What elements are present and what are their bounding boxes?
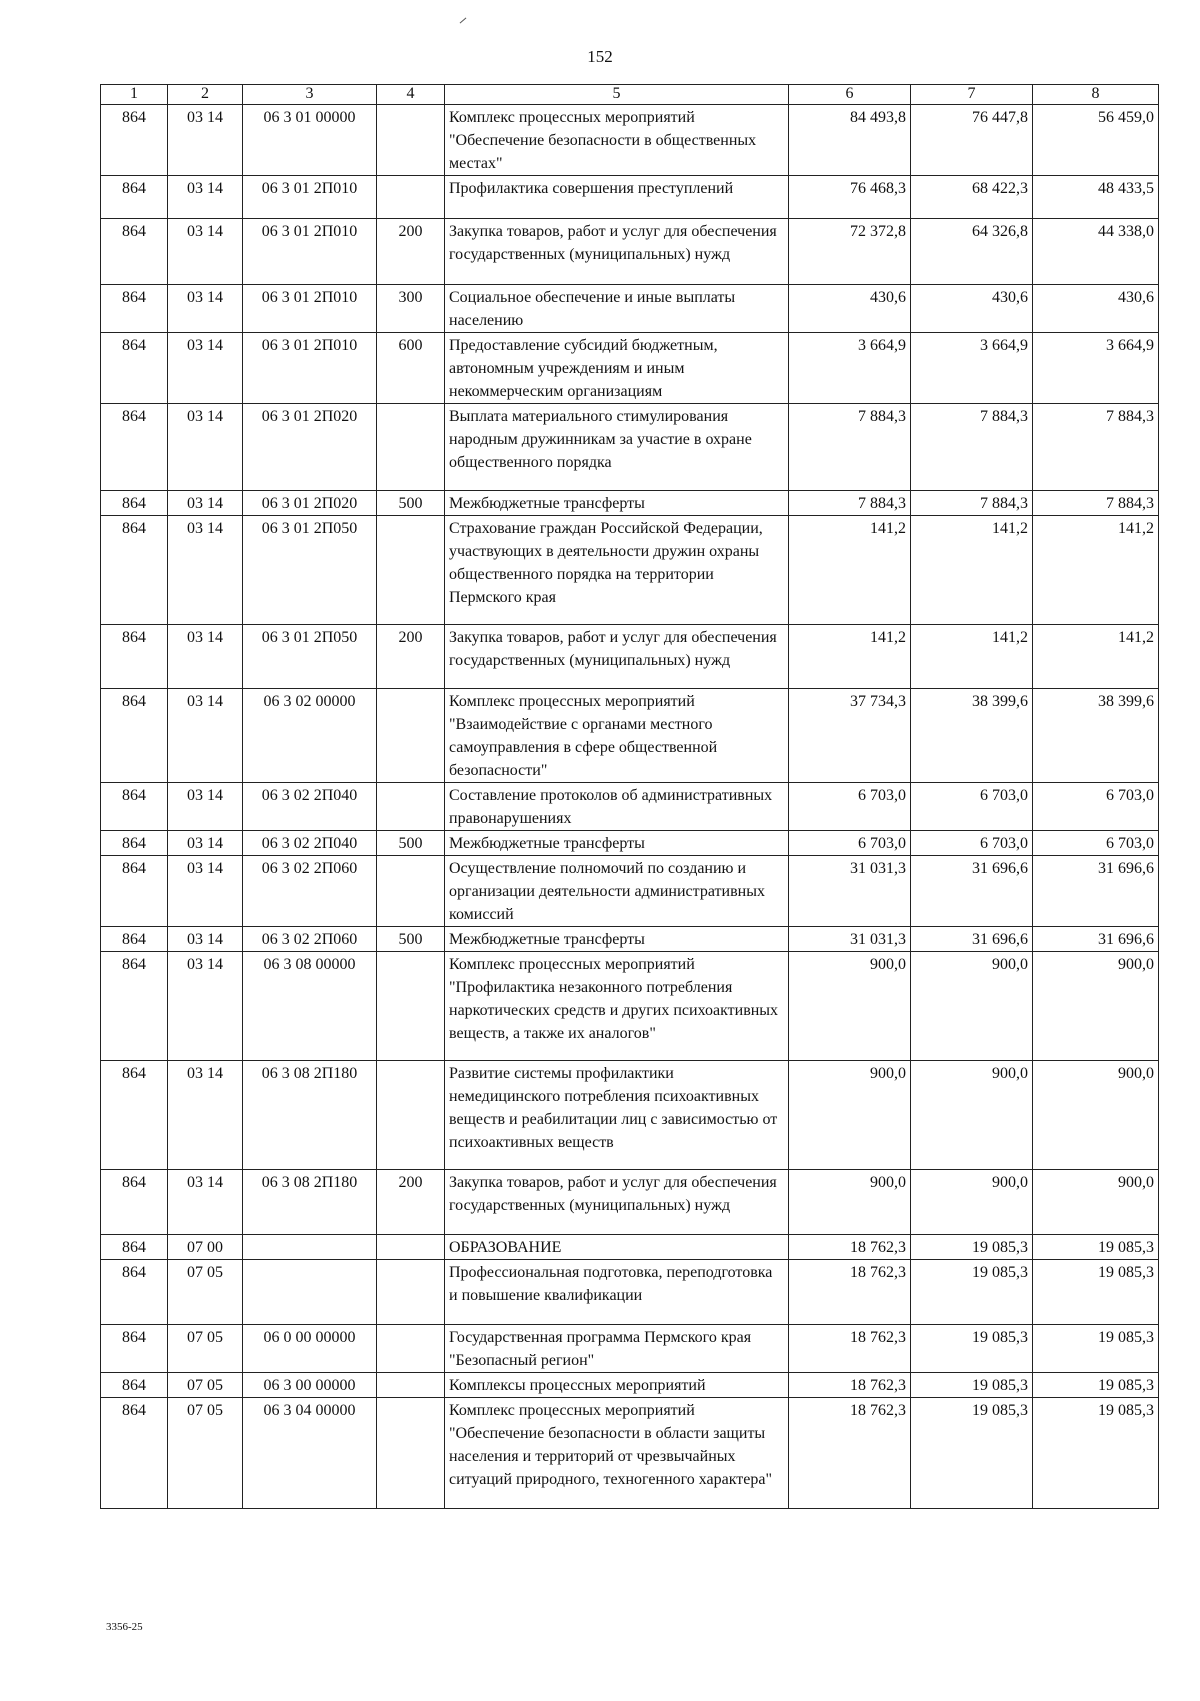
cell-amount-year2: 19 085,3 xyxy=(911,1260,1033,1325)
cell-target-article: 06 3 01 2П010 xyxy=(243,285,377,333)
cell-admin-code: 864 xyxy=(101,1061,168,1170)
cell-expense-type xyxy=(377,856,445,927)
cell-amount-year3: 19 085,3 xyxy=(1033,1235,1159,1260)
cell-amount-year1: 141,2 xyxy=(789,625,911,689)
cell-target-article: 06 3 01 2П010 xyxy=(243,333,377,404)
table-row xyxy=(101,105,1159,176)
cell-name: Закупка товаров, работ и услуг для обеспечения государственных (муниципальных) нужд xyxy=(445,1170,789,1235)
cell-section: 03 14 xyxy=(168,404,243,491)
cell-amount-year2: 64 326,8 xyxy=(911,219,1033,285)
cell-expense-type xyxy=(377,516,445,625)
cell-amount-year1: 900,0 xyxy=(789,952,911,1061)
cell-section: 03 14 xyxy=(168,952,243,1061)
page-number: 152 xyxy=(587,47,613,66)
cell-name: Комплексы процессных мероприятий xyxy=(445,1373,789,1398)
cell-expense-type: 200 xyxy=(377,625,445,689)
cell-amount-year3: 19 085,3 xyxy=(1033,1260,1159,1325)
cell-amount-year1: 7 884,3 xyxy=(789,491,911,516)
cell-admin-code: 864 xyxy=(101,1325,168,1373)
cell-section: 03 14 xyxy=(168,1061,243,1170)
cell-target-article: 06 3 02 2П060 xyxy=(243,927,377,952)
cell-expense-type xyxy=(377,1061,445,1170)
cell-admin-code: 864 xyxy=(101,831,168,856)
cell-amount-year1: 900,0 xyxy=(789,1170,911,1235)
cell-admin-code: 864 xyxy=(101,625,168,689)
cell-expense-type xyxy=(377,1325,445,1373)
cell-amount-year3: 900,0 xyxy=(1033,1170,1159,1235)
cell-name: Закупка товаров, работ и услуг для обеспечения государственных (муниципальных) нужд xyxy=(445,219,789,285)
table-row xyxy=(101,927,1159,952)
table-body xyxy=(101,105,1159,1509)
cell-name: Комплекс процессных мероприятий "Взаимодействие с органами местного самоуправления в сфере общественной безопасности" xyxy=(445,689,789,783)
cell-amount-year2: 7 884,3 xyxy=(911,404,1033,491)
cell-amount-year1: 18 762,3 xyxy=(789,1398,911,1509)
cell-name: Социальное обеспечение и иные выплаты населению xyxy=(445,285,789,333)
cell-amount-year1: 141,2 xyxy=(789,516,911,625)
cell-expense-type xyxy=(377,1398,445,1509)
cell-amount-year1: 18 762,3 xyxy=(789,1235,911,1260)
cell-amount-year3: 19 085,3 xyxy=(1033,1325,1159,1373)
cell-amount-year3: 56 459,0 xyxy=(1033,105,1159,176)
col-header-4: 4 xyxy=(377,85,445,105)
cell-target-article xyxy=(243,1260,377,1325)
cell-amount-year1: 900,0 xyxy=(789,1061,911,1170)
cell-amount-year1: 18 762,3 xyxy=(789,1373,911,1398)
cell-section: 03 14 xyxy=(168,491,243,516)
cell-amount-year1: 7 884,3 xyxy=(789,404,911,491)
cell-amount-year1: 3 664,9 xyxy=(789,333,911,404)
cell-amount-year2: 31 696,6 xyxy=(911,927,1033,952)
cell-amount-year2: 6 703,0 xyxy=(911,783,1033,831)
cell-name: Межбюджетные трансферты xyxy=(445,831,789,856)
cell-amount-year2: 68 422,3 xyxy=(911,176,1033,219)
cell-amount-year1: 31 031,3 xyxy=(789,856,911,927)
cell-target-article: 06 3 02 2П060 xyxy=(243,856,377,927)
cell-name: Межбюджетные трансферты xyxy=(445,491,789,516)
table-row xyxy=(101,1398,1159,1509)
cell-name: Закупка товаров, работ и услуг для обеспечения государственных (муниципальных) нужд xyxy=(445,625,789,689)
cell-admin-code: 864 xyxy=(101,219,168,285)
cell-admin-code: 864 xyxy=(101,1373,168,1398)
cell-expense-type xyxy=(377,404,445,491)
cell-section: 03 14 xyxy=(168,625,243,689)
cell-name: ОБРАЗОВАНИЕ xyxy=(445,1235,789,1260)
cell-target-article: 06 3 01 2П020 xyxy=(243,491,377,516)
cell-expense-type: 200 xyxy=(377,219,445,285)
cell-name: Межбюджетные трансферты xyxy=(445,927,789,952)
cell-amount-year3: 19 085,3 xyxy=(1033,1398,1159,1509)
cell-admin-code: 864 xyxy=(101,1398,168,1509)
cell-expense-type xyxy=(377,105,445,176)
cell-amount-year2: 19 085,3 xyxy=(911,1235,1033,1260)
cell-target-article: 06 3 01 2П010 xyxy=(243,219,377,285)
table-row xyxy=(101,856,1159,927)
col-header-5: 5 xyxy=(445,85,789,105)
cell-admin-code: 864 xyxy=(101,105,168,176)
table-row xyxy=(101,1061,1159,1170)
cell-amount-year1: 84 493,8 xyxy=(789,105,911,176)
cell-section: 07 00 xyxy=(168,1235,243,1260)
cell-expense-type xyxy=(377,1373,445,1398)
cell-expense-type xyxy=(377,689,445,783)
col-header-6: 6 xyxy=(789,85,911,105)
cell-target-article: 06 3 08 2П180 xyxy=(243,1170,377,1235)
cell-expense-type: 500 xyxy=(377,491,445,516)
cell-target-article: 06 3 00 00000 xyxy=(243,1373,377,1398)
cell-section: 07 05 xyxy=(168,1398,243,1509)
cell-admin-code: 864 xyxy=(101,491,168,516)
cell-section: 03 14 xyxy=(168,285,243,333)
cell-target-article: 06 3 08 2П180 xyxy=(243,1061,377,1170)
cell-amount-year2: 19 085,3 xyxy=(911,1398,1033,1509)
cell-expense-type xyxy=(377,176,445,219)
cell-amount-year1: 430,6 xyxy=(789,285,911,333)
cell-name: Осуществление полномочий по созданию и организации деятельности административных комиссий xyxy=(445,856,789,927)
cell-admin-code: 864 xyxy=(101,1170,168,1235)
cell-target-article: 06 3 01 2П020 xyxy=(243,404,377,491)
cell-name: Комплекс процессных мероприятий "Обеспечение безопасности в общественных местах" xyxy=(445,105,789,176)
cell-admin-code: 864 xyxy=(101,856,168,927)
cell-amount-year2: 900,0 xyxy=(911,952,1033,1061)
col-header-7: 7 xyxy=(911,85,1033,105)
cell-target-article: 06 3 02 00000 xyxy=(243,689,377,783)
cell-amount-year2: 430,6 xyxy=(911,285,1033,333)
cell-amount-year1: 72 372,8 xyxy=(789,219,911,285)
cell-name: Страхование граждан Российской Федерации, участвующих в деятельности дружин охраны общественного порядка на территории Пермского края xyxy=(445,516,789,625)
cell-target-article xyxy=(243,1235,377,1260)
table-row xyxy=(101,176,1159,219)
cell-amount-year3: 38 399,6 xyxy=(1033,689,1159,783)
cell-amount-year1: 18 762,3 xyxy=(789,1260,911,1325)
cell-section: 03 14 xyxy=(168,1170,243,1235)
cell-admin-code: 864 xyxy=(101,689,168,783)
cell-name: Профилактика совершения преступлений xyxy=(445,176,789,219)
cell-expense-type: 200 xyxy=(377,1170,445,1235)
cell-amount-year3: 900,0 xyxy=(1033,1061,1159,1170)
cell-section: 07 05 xyxy=(168,1260,243,1325)
cell-target-article: 06 3 08 00000 xyxy=(243,952,377,1061)
cell-target-article: 06 3 01 2П010 xyxy=(243,176,377,219)
cell-amount-year3: 31 696,6 xyxy=(1033,927,1159,952)
cell-amount-year3: 31 696,6 xyxy=(1033,856,1159,927)
cell-target-article: 06 3 01 00000 xyxy=(243,105,377,176)
cell-amount-year3: 19 085,3 xyxy=(1033,1373,1159,1398)
cell-target-article: 06 3 02 2П040 xyxy=(243,783,377,831)
cell-target-article: 06 3 01 2П050 xyxy=(243,625,377,689)
table-row xyxy=(101,689,1159,783)
cell-section: 03 14 xyxy=(168,927,243,952)
cell-amount-year2: 141,2 xyxy=(911,516,1033,625)
table-row xyxy=(101,1373,1159,1398)
cell-name: Профессиональная подготовка, переподготовка и повышение квалификации xyxy=(445,1260,789,1325)
cell-amount-year2: 76 447,8 xyxy=(911,105,1033,176)
cell-admin-code: 864 xyxy=(101,404,168,491)
cell-admin-code: 864 xyxy=(101,176,168,219)
cell-admin-code: 864 xyxy=(101,783,168,831)
scan-mark xyxy=(460,18,467,24)
cell-name: Выплата материального стимулирования народным дружинникам за участие в охране общественного порядка xyxy=(445,404,789,491)
cell-expense-type: 500 xyxy=(377,831,445,856)
cell-amount-year2: 141,2 xyxy=(911,625,1033,689)
cell-target-article: 06 0 00 00000 xyxy=(243,1325,377,1373)
table-row xyxy=(101,625,1159,689)
cell-section: 07 05 xyxy=(168,1325,243,1373)
cell-name: Предоставление субсидий бюджетным, автономным учреждениям и иным некоммерческим организациям xyxy=(445,333,789,404)
table-row xyxy=(101,831,1159,856)
cell-amount-year3: 48 433,5 xyxy=(1033,176,1159,219)
table-row xyxy=(101,1260,1159,1325)
table-row xyxy=(101,491,1159,516)
cell-section: 03 14 xyxy=(168,333,243,404)
cell-amount-year3: 7 884,3 xyxy=(1033,404,1159,491)
table-row xyxy=(101,1170,1159,1235)
cell-admin-code: 864 xyxy=(101,516,168,625)
cell-section: 03 14 xyxy=(168,831,243,856)
col-header-8: 8 xyxy=(1033,85,1159,105)
table-row xyxy=(101,333,1159,404)
cell-amount-year2: 6 703,0 xyxy=(911,831,1033,856)
cell-expense-type: 500 xyxy=(377,927,445,952)
cell-amount-year3: 6 703,0 xyxy=(1033,783,1159,831)
cell-section: 03 14 xyxy=(168,856,243,927)
cell-section: 03 14 xyxy=(168,516,243,625)
header-row xyxy=(101,85,1159,105)
cell-name: Государственная программа Пермского края "Безопасный регион" xyxy=(445,1325,789,1373)
table-row xyxy=(101,1235,1159,1260)
cell-target-article: 06 3 01 2П050 xyxy=(243,516,377,625)
cell-expense-type xyxy=(377,783,445,831)
cell-amount-year3: 7 884,3 xyxy=(1033,491,1159,516)
cell-section: 03 14 xyxy=(168,105,243,176)
cell-expense-type: 600 xyxy=(377,333,445,404)
cell-name: Комплекс процессных мероприятий "Обеспечение безопасности в области защиты населения и территорий от чрезвычайных ситуаций природного, техногенного характера" xyxy=(445,1398,789,1509)
budget-table xyxy=(100,84,1159,1509)
cell-amount-year2: 19 085,3 xyxy=(911,1325,1033,1373)
table-row xyxy=(101,516,1159,625)
cell-amount-year2: 7 884,3 xyxy=(911,491,1033,516)
cell-amount-year2: 38 399,6 xyxy=(911,689,1033,783)
table-row xyxy=(101,1325,1159,1373)
cell-amount-year3: 141,2 xyxy=(1033,516,1159,625)
cell-amount-year1: 6 703,0 xyxy=(789,831,911,856)
cell-expense-type xyxy=(377,1235,445,1260)
cell-amount-year2: 19 085,3 xyxy=(911,1373,1033,1398)
cell-amount-year1: 37 734,3 xyxy=(789,689,911,783)
cell-admin-code: 864 xyxy=(101,333,168,404)
cell-amount-year1: 18 762,3 xyxy=(789,1325,911,1373)
cell-amount-year3: 44 338,0 xyxy=(1033,219,1159,285)
cell-expense-type: 300 xyxy=(377,285,445,333)
cell-amount-year1: 76 468,3 xyxy=(789,176,911,219)
cell-name: Развитие системы профилактики немедицинского потребления психоактивных веществ и реабилитации лиц с зависимостью от психоактивных веществ xyxy=(445,1061,789,1170)
cell-section: 03 14 xyxy=(168,689,243,783)
cell-admin-code: 864 xyxy=(101,1260,168,1325)
cell-amount-year1: 31 031,3 xyxy=(789,927,911,952)
cell-expense-type xyxy=(377,952,445,1061)
cell-name: Комплекс процессных мероприятий "Профилактика незаконного потребления наркотических средств и других психоактивных веществ, а также их аналогов" xyxy=(445,952,789,1061)
table-row xyxy=(101,219,1159,285)
document-code: 3356-25 xyxy=(106,1621,143,1633)
cell-amount-year3: 430,6 xyxy=(1033,285,1159,333)
col-header-3: 3 xyxy=(243,85,377,105)
cell-admin-code: 864 xyxy=(101,927,168,952)
cell-admin-code: 864 xyxy=(101,1235,168,1260)
cell-amount-year2: 900,0 xyxy=(911,1061,1033,1170)
cell-section: 07 05 xyxy=(168,1373,243,1398)
cell-name: Составление протоколов об административных правонарушениях xyxy=(445,783,789,831)
cell-section: 03 14 xyxy=(168,783,243,831)
table-row xyxy=(101,404,1159,491)
col-header-1: 1 xyxy=(101,85,168,105)
cell-target-article: 06 3 04 00000 xyxy=(243,1398,377,1509)
table-row xyxy=(101,285,1159,333)
table-row xyxy=(101,783,1159,831)
cell-section: 03 14 xyxy=(168,219,243,285)
cell-section: 03 14 xyxy=(168,176,243,219)
cell-admin-code: 864 xyxy=(101,285,168,333)
cell-amount-year2: 31 696,6 xyxy=(911,856,1033,927)
cell-amount-year2: 900,0 xyxy=(911,1170,1033,1235)
table-row xyxy=(101,952,1159,1061)
col-header-2: 2 xyxy=(168,85,243,105)
cell-expense-type xyxy=(377,1260,445,1325)
cell-amount-year1: 6 703,0 xyxy=(789,783,911,831)
cell-amount-year3: 6 703,0 xyxy=(1033,831,1159,856)
cell-amount-year3: 141,2 xyxy=(1033,625,1159,689)
cell-amount-year3: 900,0 xyxy=(1033,952,1159,1061)
cell-amount-year3: 3 664,9 xyxy=(1033,333,1159,404)
cell-amount-year2: 3 664,9 xyxy=(911,333,1033,404)
cell-target-article: 06 3 02 2П040 xyxy=(243,831,377,856)
cell-admin-code: 864 xyxy=(101,952,168,1061)
